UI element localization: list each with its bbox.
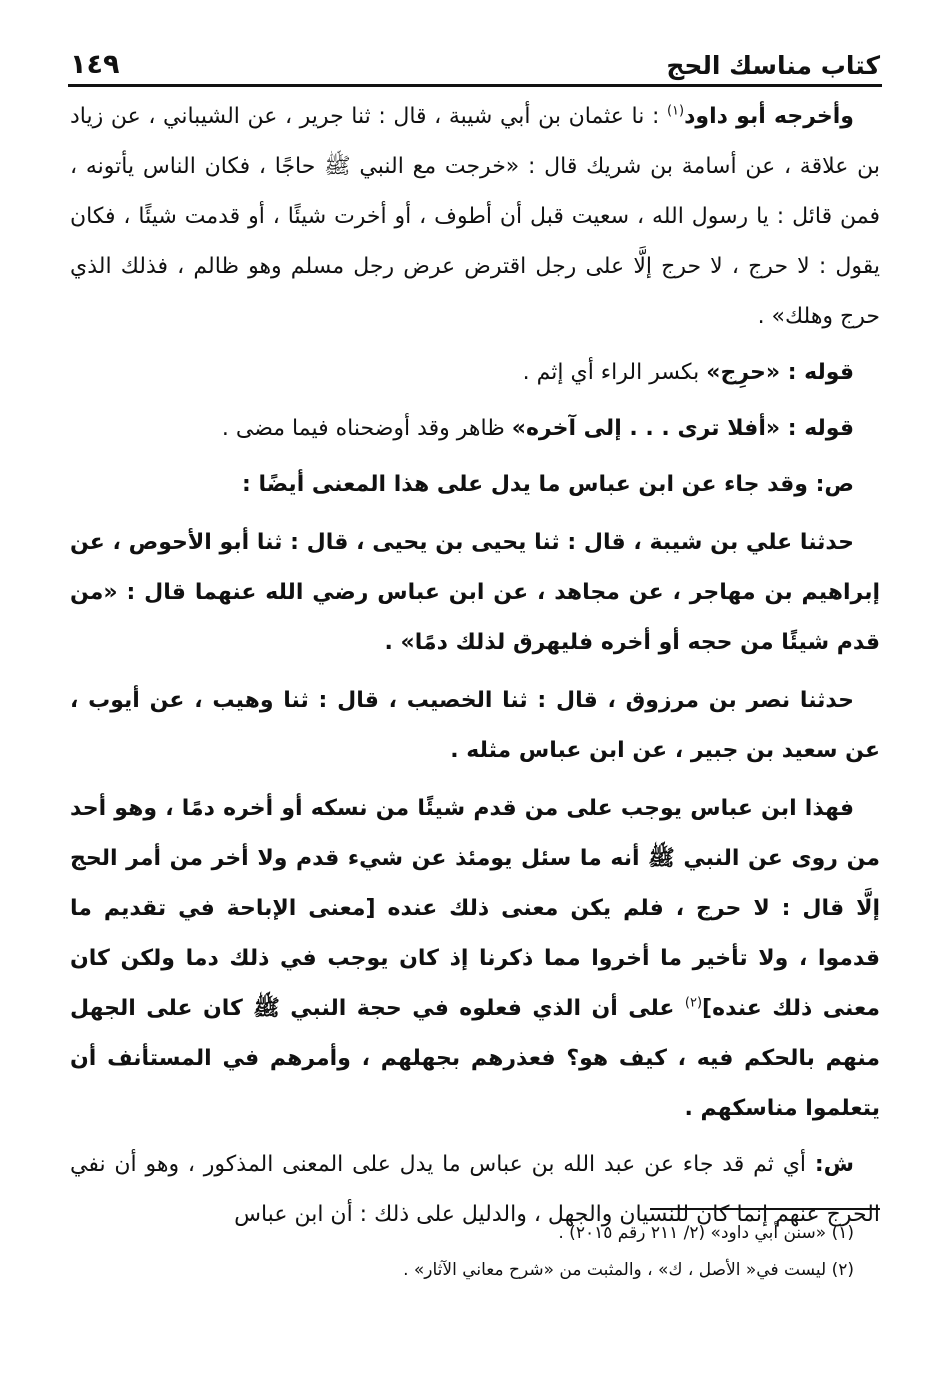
page-number: ١٤٩ (70, 49, 120, 80)
paragraph-ibn-abbas (70, 784, 880, 1134)
paragraph-lead: فهذا ابن عباس يوجب على من قدم شيئًا من نسكه أو أخره دمًا ، وهو أحد من روى عن النبي ﷺ أنه ما سئل يومئذ عن شيء قدم ولا أخر من أمر الحج إلَّا قال : لا حرج ، فلم يكن معنى ذلك عنده [معنى الإباحة في تقديم ما قدموا ، ولا تأخير ما أخروا مما ذكرنا إذ كان يوجب في ذلك دما ولكن كان معنى ذلك عنده] (70, 796, 880, 1021)
paragraph-abu-dawud (70, 92, 880, 342)
paragraph-sad (70, 460, 880, 510)
paragraph-lead: ص: وقد جاء عن ابن عباس ما يدل على هذا المعنى أيضًا : (242, 472, 854, 497)
paragraph-lead: وأخرجه أبو داود (684, 104, 854, 129)
header-rule (68, 84, 882, 87)
running-head (70, 28, 880, 80)
paragraph-lead: حدثنا نصر بن مرزوق ، قال : ثنا الخصيب ، قال : ثنا وهيب ، عن أيوب ، عن سعيد بن جبير ، عن ابن عباس مثله . (70, 688, 880, 763)
paragraph-text: على أن الذي فعلوه في حجة النبي ﷺ كان على الجهل منهم بالحكم فيه ، كيف هو؟ فعذرهم بجهلهم ، وأمرهم في المستأنف أن يتعلموا مناسكهم . (70, 996, 880, 1121)
paragraph-lead: حدثنا علي بن شيبة ، قال : ثنا يحيى بن يحيى ، قال : ثنا أبو الأحوص ، عن إبراهيم بن مهاجر ، عن مجاهد ، عن ابن عباس رضي الله عنهما قال : «من قدم شيئًا من حجه أو أخره فليهرق لذلك دمًا» . (70, 530, 880, 655)
paragraph-hadith-1 (70, 518, 880, 668)
footnote-1: (١) «سنن أبي داود» (٢/ ٢١١ رقم ٢٠١٥) . (558, 1223, 854, 1243)
paragraph-lead: قوله : «أفلا ترى . . . إلى آخره» (511, 416, 854, 441)
paragraph-lead: قوله : «حرِج» (706, 360, 854, 385)
footnote-2: (٢) ليست في« الأصل ، ك» ، والمثبت من «شرح معاني الآثار» . (403, 1260, 854, 1280)
footnote-marker: (٢) (684, 995, 703, 1011)
paragraph-afala (70, 404, 880, 454)
paragraph-text: بكسر الراء أي إثم . (522, 360, 707, 385)
book-title: كتاب مناسك الحج (666, 51, 880, 80)
paragraph-haraj (70, 348, 880, 398)
main-text (70, 92, 880, 1240)
paragraph-text: ظاهر وقد أوضحناه فيما مضى . (221, 416, 512, 441)
paragraph-text: أي ثم قد جاء عن عبد الله بن عباس ما يدل على المعنى المذكور ، وهو أن نفي الحرج عنهم إنما كان للنسيان والجهل ، والدليل على ذلك : أن ابن عباس (70, 1152, 880, 1227)
footnote-rule (650, 1208, 880, 1210)
footnote-marker: (١) (666, 103, 685, 119)
footnotes (70, 1215, 880, 1289)
paragraph-lead: ش: (814, 1152, 854, 1177)
paragraph-hadith-2 (70, 676, 880, 776)
paragraph-text: : نا عثمان بن أبي شيبة ، قال : ثنا جرير ، عن الشيباني ، عن زياد بن علاقة ، عن أسامة بن شريك قال : «خرجت مع النبي ﷺ حاجًا ، فكان الناس يأتونه ، فمن قائل : يا رسول الله ، سعيت قبل أن أطوف ، أو أخرت شيئًا ، أو قدمت شيئًا ، فكان يقول : لا حرج ، لا حرج إلَّا على رجل اقترض عرض رجل مسلم وهو ظالم ، فذلك الذي حرج وهلك» . (70, 104, 880, 329)
